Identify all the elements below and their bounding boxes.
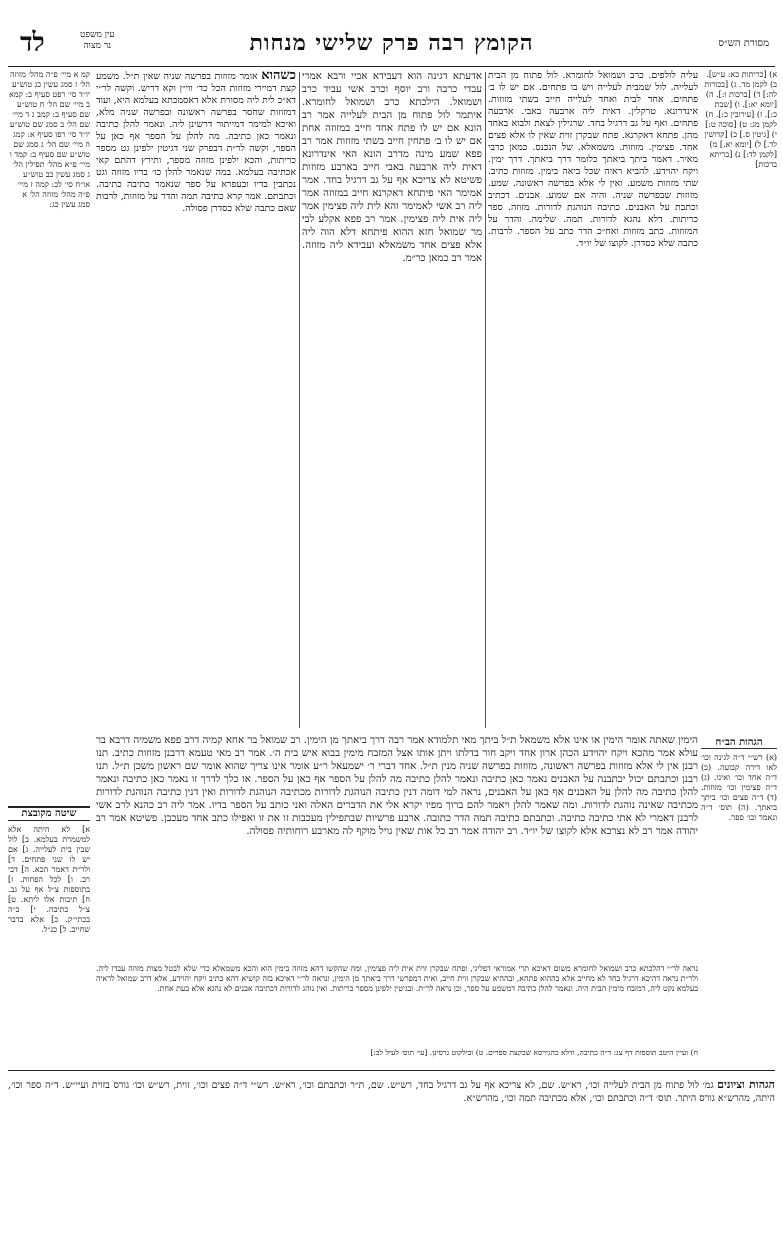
gemara-continuation: הימין שאתה אומר הימין או אינו אלא משמאל ת״ל ביתך מאי תלמודא אמר רבה דרך ביאתך מן הימין. רב שמואל בר אחא קמיה דרב פפא משמיה דרבא בר עולא אמר מהכא ויקח יהוידע הכהן ארון אחד ויקב חור בדלתו ויתן אותו אצל המזבח מימין בבוא איש בית ה׳. אמר רב מאי טעמא דרבנן מזוזות כתיב. תנו רבנן אין לי אלא מזוזות בפרשה ראשונה, מזוזות בפרשה שניה מנין ת״ל. אחד דברי ר׳ ישמעאל ר״ע אומר אינו צריך שהוא אומר שם ראשון משכן ת״ל. תנו רבנן וכתבתם יכול יכתבנה על האבנים נאמר כאן כתיבה ונאמר להלן כתיבה מה להלן על הספר אף כאן על הספר. או כלך לדרך זו נאמר כאן כתיבה ונאמר להלן כתיבה מה להלן על האבנים אף כאן על האבנים, נראה למי דומה דנין כתיבה הנוהגת לדורות מכתיבה הנוהגת לדורות ואין דנין כתיבה הנוהגת לדורות מכתיבה שאינה נוהגת לדורות. ומה שאמר להלן ויאמר להם ברוך מפיו יקרא אלי את הדברים האלה ואני כותב על הספר בדיו. אמר ליה רב כהנא לרב אשי לרבנן דאמרי לא אתי כתיבה כתיבה. וכתבתם כתיבה תמה הדר כתובה. ארבע פרשיות שבתפילין מעכבות זו את זו ואפילו כתב אחד מעכבן. פשיטא אמר רב יהודה אמר רב לא נצרכא אלא לקוצו של יו״ד. רב יהודה אמר רב כל אות שאין גויל מוקף לה מארבע רוחותיה פסולה. <box>96 735 698 837</box>
masoret-hashas-label: מסורת הש״ס <box>718 38 769 49</box>
masoret-hashas-column: א) [כריתות כא: ע״ש]. ב) לקמן מד. ג) [בכורות לה:] ד) [ברכות ו:]. ה) [יומא יא:]. ו) [שבת כ:]. ז) [עירובין כ:]. ח) לקמן מג: ט) [סוכה ט:] י) [גיטין ס.] כ) [קדושין לד.] ל) [יומא יא.] מ) [לקמן לד:] נ) [בריתא ברכות] <box>704 70 777 169</box>
ein-mishpat-label <box>80 30 114 52</box>
bottom-commentary: נראה לר״י דהלכתא כרב ושמואל לחומרא משום דאיכא תרי אמוראי דפליגי, ופתח שבקרן זוית אית ליה פצימין, ומה שהקשו דהא מזוזה בימין הוא והכא משמאלא כדי שלא לבטל מצות מזוזה עבדו ליה. ולר״ת נראה דהיכא דרגיל בחד לא מחייב אלא בההוא פתחא, ובההיא שבקרן זוית חייב, ואית דמפרשי דרך ביאתך מן הימין, ונראה לר״י דאיכא בזה קושיא דהא כתיב ויקח יהוידע, אלא דרב שמואל לראיה בעלמא נקט ליה, דמזבח מימין הבית היה. ונאמר להלן כתיבה דמשמע על ספר, וכן נראה לר״ת. ובגיטין ילפינן מספר כריתות. ואין נוהג לדורות דכתיבה אבנים לא נהגא אלא בעת אחת. <box>96 964 698 993</box>
tosafot-opening-word: כשהוא <box>261 70 296 83</box>
ein-mishpat-line-1: עין משפט <box>80 30 115 40</box>
tosafot-text: אומר מזוזות בפרשה שניה שאין ת״ל. משמע קצת דמיירי מזוזות הכל כד׳ ווי״ן וקא דריש. וקשה לר״י דא״כ לית ליה מסורת אלא דאסמכתא בעלמא היא, ועוד דמזוזות שחסר בפרשה ראשונה ובפרשה שניה מלא, ואיכא למימר דמייתור דרשינן ליה. ונאמר להלן כתיבה ונאמר כאן כתיבה. מה להלן על הספר אף כאן על הספר, וקשה לר״ת דבפרק שני דגיטין ילפינן גט מספר כריתות, והכא ילפינן מזוזה מספר, ותירץ דהתם קאי אכתיבה בעלמא. במה שנאמר להלן כו׳ בדיו מזוזה וגט נכתבין בדיו ובעפרא על ספר שנאמר כתיבה כתיבה. וכתבתם. אמר קרא כתיבה תמה והדר על מזוזות, לרבות שאם כתבה שלא כסדרן פסולה. <box>96 71 296 214</box>
bottom-small-note: ח) ועיין היטב תוספות דף צג: ד״ה כתיבה, ודלא כהגירסא שבקצת ספרים. ט) ובילקוט גרסינן. [עי׳ תוס׳ לעיל לב:] <box>370 1048 698 1057</box>
tosafot-column <box>96 70 296 730</box>
column-divider-right <box>485 72 486 728</box>
header-rule <box>8 66 775 67</box>
haggahot-title: הגהות הב״ח <box>701 738 777 749</box>
ein-mishpat-column: קמ א מיי׳ פ״ה מהל׳ מזוזה הל׳ ז סמג עשין כג טוש״ע יו״ד סי׳ רפט סעיף ב: קמא ב מיי׳ שם הל׳ ח טוש״ע שם סעיף ב: קמב ג ד מיי׳ שם הל׳ ב סמג שם טוש״ע יו״ד סי׳ רפו סעיף א: קמג ה מיי׳ שם הל׳ ג סמג שם טוש״ע שם סעיף ב: קמד ו מיי׳ פ״א מהל׳ תפילין הל׳ ג סמג עשין כב טוש״ע או״ח סי׳ לב: קמה ז מיי׳ פ״ה מהל׳ מזוזה הל׳ א סמג עשין כג: <box>9 70 90 209</box>
footer-rule <box>8 1070 775 1071</box>
haggahot-text: (א) רש״י ד״ה לגינה וכו׳ לאו דירה קבועה. (ב) ד״ה אחד וכו׳ ואינו. (ג) ד״ה פצימין וכו׳ מזוזות. (ד) ד״ה פצים וכו׳ ביתך ביאתך. (ה) תוס׳ ד״ה ונאמר וכו׳ ספר. <box>701 753 777 822</box>
shita-text: א] לא היתה אלא למשמרת בעלמא. ב] לול שבין בית לעלייה. ג] אם יש לו שני פתחים. ד] ולר״ת דאמר הכא. ה] דבי רב. ו] לכל הפחות. ז] בתוספות צ״ל אף על גב. ח] תיבות אלו ליתא. ט] צ״ל כתיבה. י] כ״ה בכתי״ק. כ] אלא בדבר שחייב. ל] כנ״ל. <box>8 825 90 934</box>
page-header <box>10 28 773 66</box>
footer-label: הגהות וציונים <box>717 1078 775 1091</box>
footer-text: גמ׳ לול פתוח מן הבית לעלייה וכו׳, רא״ש. שם, לא צריכא אף על גב דרגיל בחד, רש״ש. שם, ת״ר וכתבתם וכו׳, רא״ש. רש״י ד״ה פצים וכו׳, זוית, רש״ש וכו׳ גורס בזוית ועיי״ש. ד״ה ספר וכו׳, היתה, מהרש״א גורס היתר. תוס׳ ד״ה וכתבתם וכו׳, אלא מכתיבה תמה וכו׳, מהרש״א. <box>8 1080 775 1104</box>
shita-mekubetzet-box <box>8 806 90 1021</box>
column-divider-left <box>299 72 300 728</box>
gemara-column: אדעתא דגינה הוא דעבידא אביי ורבא אמרי עבדי כרבה ורב יוסף וכרב אשי עביד כרב ושמואל. הילכתא כרב ושמואל לחומרא. איתמר לול פתוח מן הבית לעלייה אמר רב הונא אם יש לו פתח אחד חייב במזוזה אחת אם יש לו ב׳ פתחין חייב בשתי מזוזות אמר רב פפא שמע מינה מדרב הונא האי אינדרונא דאית ליה ארבעה באבי חייב בארבע מזוזות פשיטא לא צריכא אף על גב דרגיל בחד. אמר אמימר האי פיתחא דאקרנא חייב במזוזה אמר ליה רב אשי לאמימר והא לית ליה פצימין אמר ליה אית ליה פצימין. אמר רב פפא אקלע לבי מר שמואל חזא ההוא פיתחא דלא הוה ליה אלא פצים אחד משמאלא ועבידא ליה מזוזה. אמר רב כמאן כר״מ. <box>302 71 482 264</box>
ein-mishpat-line-2: נר מצוה <box>83 41 112 51</box>
shita-title: שיטה מקובצת <box>8 806 90 821</box>
rashi-column: עליה לולפים. כרב ושמואל לחומרא. לול פתוח מן הבית לעלייה. לול שמבית לעלייה ויש בו פתחים. אם יש לו ב׳ פתחים. אחד לבית ואחד לעלייה חייב בשתי מזוזות. אינדרונא. טרקלין. דאית ליה ארבעה באבי. ארבעה פתחים. ואף על גב דרגיל בחד. שרגילין לצאת ולבוא באחד מהן. פתחא דאקרנא. פתח שבקרן זוית שאין לו אלא פצים אחד. פצימין. מזוזות. משמאלא. של הנכנס. כמאן כרבי מאיר. דאמר ביתך ביאתך כלומר דרך ביאתך. דרך ימין. ויקח יהוידע. להביא ראיה שכל ביאה בימין. מזוזות כתיב. שתי מזוזות משמע. ואין לי אלא בפרשה ראשונה. שמע. מזוזות שבפרשה שניה. והיה אם שמוע. אבנים. דכתיב וכתבת על האבנים. כתיבה הנוהגת לדורות. מזוזה. ספר כריתות. דלא נהגא לדורות. תמה. שלימה. והדר על המזוזות. כתב מזוזות ואח״כ הדר כתב על הספר. לרבות. כתבה שלא כסדרן. לקוצו של יו״ד. <box>488 70 698 249</box>
folio-number: לד <box>20 28 45 58</box>
footer-notes <box>8 1078 775 1118</box>
haggahot-habach-box <box>701 738 777 1018</box>
page-title: הקומץ רבה פרק שלישי מנחות <box>249 30 534 56</box>
